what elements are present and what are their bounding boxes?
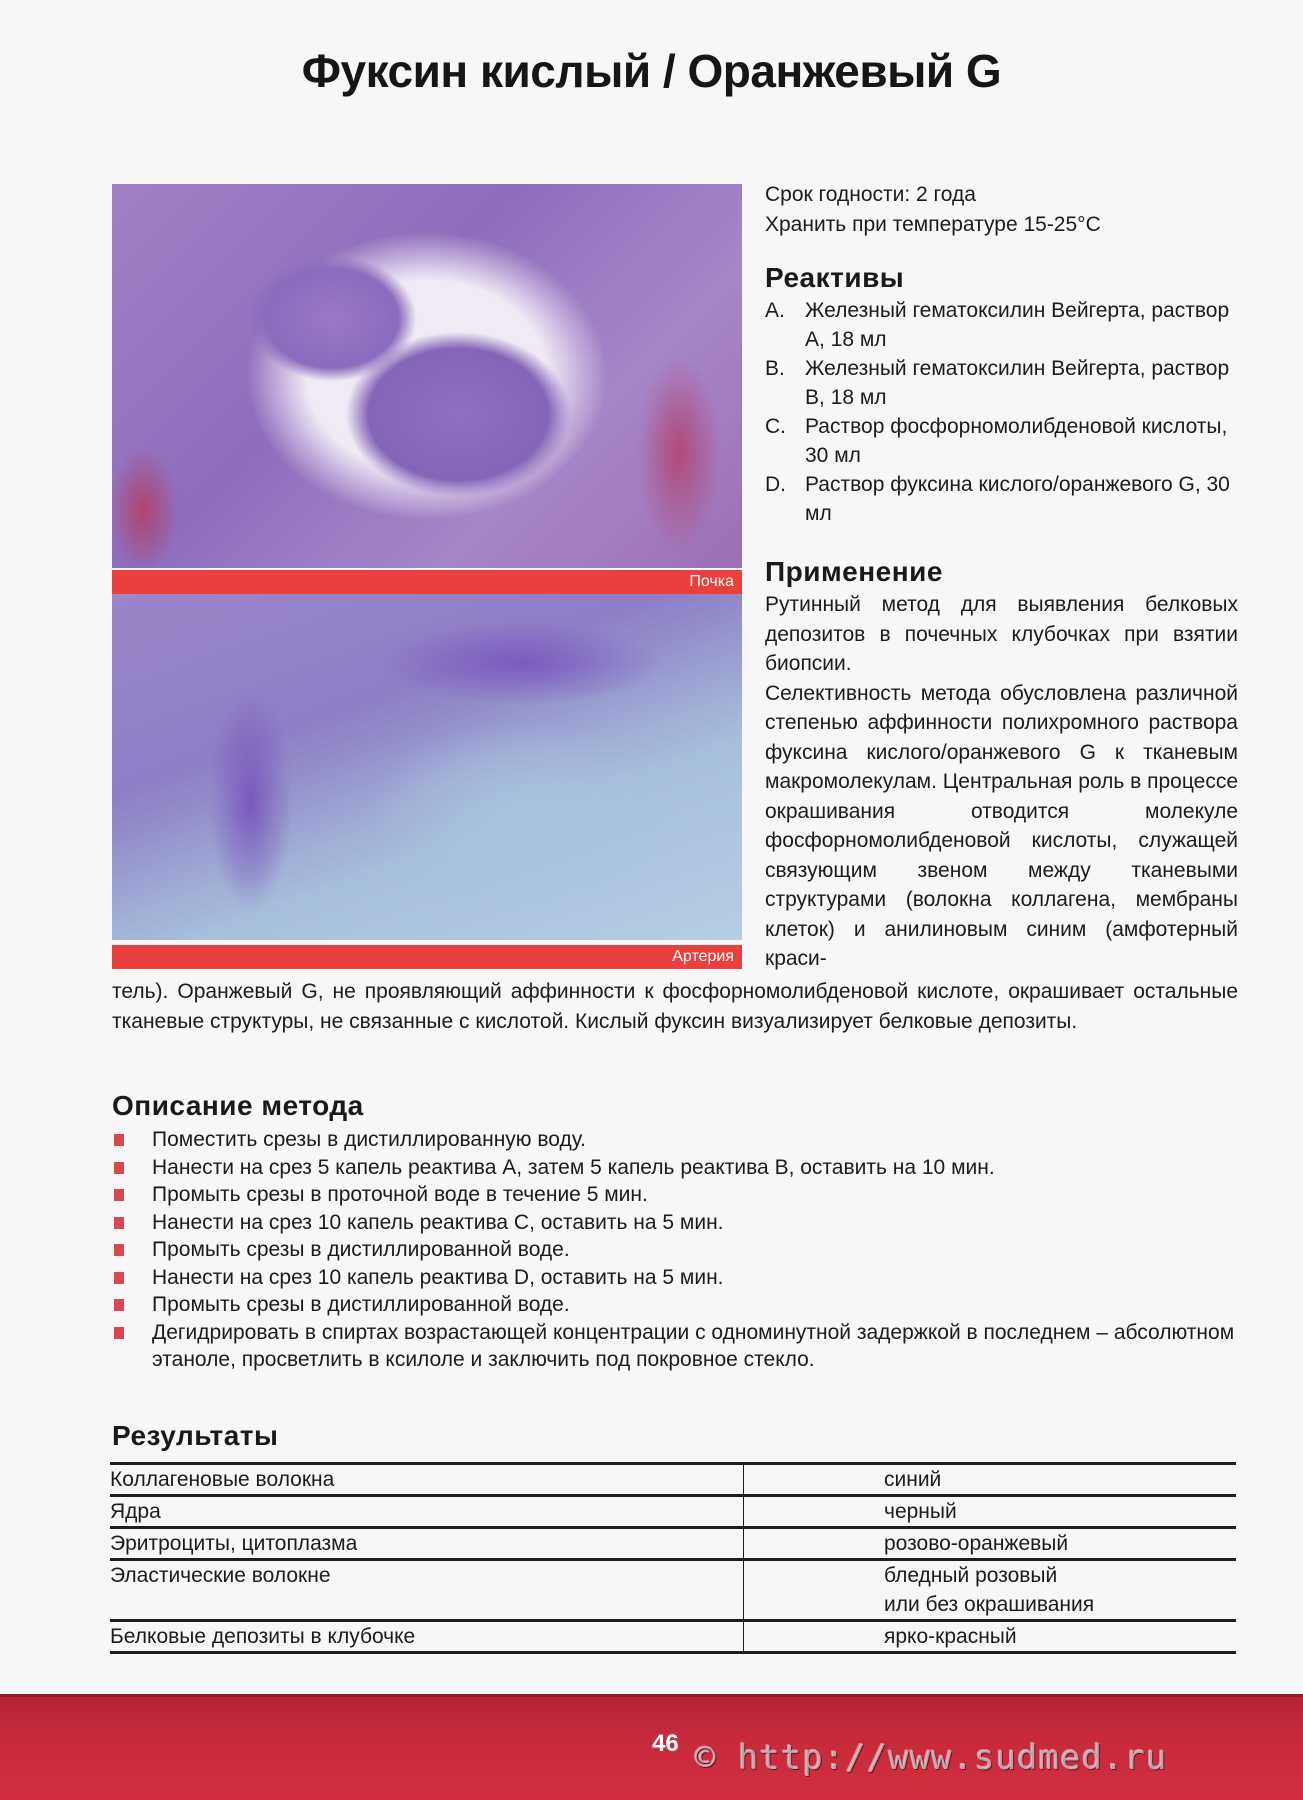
page-title: Фуксин кислый / Оранжевый G xyxy=(301,45,1002,97)
artery-micrograph xyxy=(112,594,742,940)
square-bullet-icon xyxy=(114,1272,124,1284)
table-row xyxy=(110,1464,1236,1496)
step-text: Дегидрировать в спиртах возрастающей концентрации с одноминутной задержкой в последнем – абсолютном этаноле, просветлить в ксилоле и заключить под покровное стекло. xyxy=(152,1320,1235,1371)
structure-cell: Коллагеновые волокна xyxy=(110,1464,744,1496)
step-text: Промыть срезы в дистиллированной воде. xyxy=(152,1238,570,1261)
step-text: Промыть срезы в проточной воде в течение 5 мин. xyxy=(152,1183,648,1206)
color-cell: бледный розовый или без окрашивания xyxy=(884,1564,1095,1616)
method-step xyxy=(112,1319,1238,1374)
color-cell: розово-оранжевый xyxy=(884,1532,1069,1555)
watermark: © http://www.sudmed.ru xyxy=(695,1738,1168,1778)
application-continuation: тель). Оранжевый G, не проявляющий аффинности к фосфорномолибденовой кислоте, окрашивает остальные тканевые структуры, не связанные с кислотой. Кислый фуксин визуализирует белковые депозиты. xyxy=(112,980,1238,1033)
results-table xyxy=(110,1462,1236,1654)
reagent-item xyxy=(765,296,1238,354)
step-text: Нанести на срез 10 капель реактива C, оставить на 5 мин. xyxy=(152,1210,724,1234)
product-meta xyxy=(765,180,1238,239)
page-number: 46 xyxy=(652,1730,679,1757)
structure-cell: Эритроциты, цитоплазма xyxy=(110,1528,744,1560)
reagents-heading: Реактивы xyxy=(765,262,905,293)
artery-caption: Артерия xyxy=(112,945,742,969)
application-paragraph: Рутинный метод для выявления белковых депозитов в почечных клубочках при взятии биопсии. xyxy=(765,593,1238,675)
reagent-text: Раствор фуксина кислого/оранжевого G, 30 мл xyxy=(805,473,1230,525)
method-step xyxy=(112,1181,1238,1209)
reagent-letter: A. xyxy=(765,299,785,322)
method-step xyxy=(112,1291,1238,1319)
reagent-letter: B. xyxy=(765,357,785,380)
color-cell: черный xyxy=(884,1500,957,1523)
shelf-life: Срок годности: 2 года xyxy=(765,183,976,206)
structure-cell: Эластические волокне xyxy=(110,1560,744,1621)
reagent-text: Раствор фосфорномолибденовой кислоты, 30 мл xyxy=(805,415,1228,467)
structure-cell: Ядра xyxy=(110,1496,744,1528)
step-text: Нанести на срез 5 капель реактива A, затем 5 капель реактива B, оставить на 10 мин. xyxy=(152,1155,995,1179)
reagent-letter: C. xyxy=(765,415,786,438)
square-bullet-icon xyxy=(114,1162,124,1174)
reagent-letter: D. xyxy=(765,473,786,496)
reagent-item xyxy=(765,412,1238,470)
square-bullet-icon xyxy=(114,1189,124,1201)
kidney-caption: Почка xyxy=(112,570,742,594)
application-paragraph: Селективность метода обусловлена различной степенью аффинности полихромного раствора фуксина кислого/оранжевого G к тканевым макромолекулам. Центральная роль в процессе окрашивания отводится молекуле фосфорномолибденовой кислоты, служащей связующим звеном между тканевыми структурами (волокна коллагена, мембраны клеток) и анилиновым синим (амфотерный краси- xyxy=(765,681,1239,970)
kidney-micrograph xyxy=(112,184,742,568)
results-heading: Результаты xyxy=(112,1420,279,1451)
table-row xyxy=(110,1528,1236,1560)
application-text xyxy=(765,590,1238,974)
color-cell: ярко-красный xyxy=(884,1625,1017,1648)
storage-temperature: Хранить при температуре 15-25°C xyxy=(765,212,1101,236)
step-text: Поместить срезы в дистиллированную воду. xyxy=(152,1128,587,1151)
square-bullet-icon xyxy=(114,1327,124,1339)
reagents-list xyxy=(765,296,1238,528)
table-row xyxy=(110,1621,1236,1653)
method-steps xyxy=(112,1126,1238,1374)
method-step xyxy=(112,1209,1238,1237)
square-bullet-icon xyxy=(114,1299,124,1311)
reagent-item xyxy=(765,470,1238,528)
method-heading: Описание метода xyxy=(112,1090,364,1121)
method-step xyxy=(112,1236,1238,1264)
reagent-item xyxy=(765,354,1238,412)
step-text: Нанести на срез 10 капель реактива D, оставить на 5 мин. xyxy=(152,1265,724,1289)
color-cell: синий xyxy=(884,1468,942,1491)
method-step xyxy=(112,1126,1238,1154)
table-row xyxy=(110,1496,1236,1528)
method-step xyxy=(112,1154,1238,1182)
application-heading: Применение xyxy=(765,556,943,587)
table-row xyxy=(110,1560,1236,1621)
method-step xyxy=(112,1264,1238,1292)
structure-cell: Белковые депозиты в клубочке xyxy=(110,1621,744,1653)
square-bullet-icon xyxy=(114,1134,124,1146)
step-text: Промыть срезы в дистиллированной воде. xyxy=(152,1293,570,1316)
reagent-text: Железный гематоксилин Вейгерта, раствор B, 18 мл xyxy=(805,357,1230,409)
square-bullet-icon xyxy=(114,1217,124,1229)
square-bullet-icon xyxy=(114,1244,124,1256)
reagent-text: Железный гематоксилин Вейгерта, раствор A, 18 мл xyxy=(805,299,1230,351)
